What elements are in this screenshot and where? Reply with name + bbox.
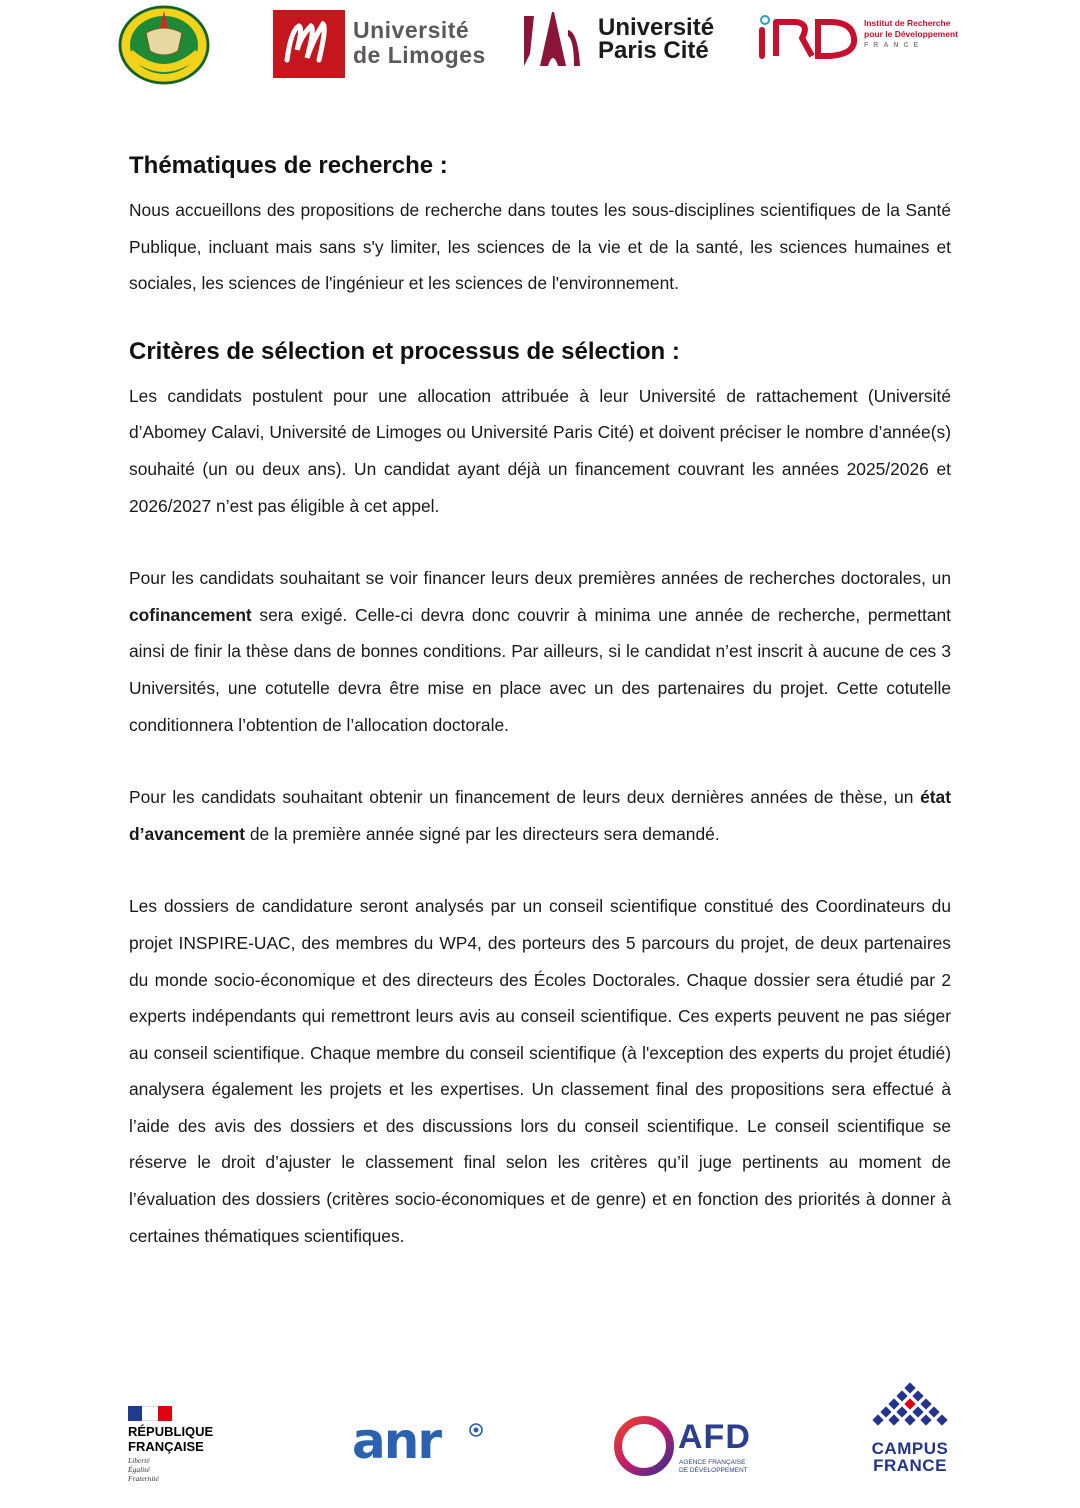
- motto-fraternite: Fraternité: [128, 1474, 159, 1483]
- rf-name: [128, 1424, 213, 1454]
- afd-subtitle: [679, 1459, 748, 1475]
- header-logos: [0, 0, 1080, 100]
- campus-france-logo: [862, 1380, 958, 1490]
- universite-paris-cite-logo: [520, 10, 730, 70]
- paris-line1: Université: [598, 14, 715, 41]
- anr-logo: [352, 1412, 492, 1480]
- universite-limoges-logo: [273, 10, 493, 78]
- afd-sub2: DE DÉVELOPPEMENT: [679, 1467, 748, 1474]
- p3-text-after: de la première année signé par les directeurs sera demandé.: [245, 823, 720, 844]
- uac-emblem-icon: [116, 3, 212, 85]
- spacer: [129, 524, 951, 560]
- ird-letters-icon: [756, 12, 860, 64]
- uac-logo: [116, 3, 212, 85]
- ird-name: [864, 18, 958, 51]
- afd-sub1: AGENCE FRANÇAISE: [679, 1459, 746, 1466]
- limoges-name: [353, 18, 486, 68]
- campus-line2: FRANCE: [873, 1456, 947, 1475]
- criteria-heading: Critères de sélection et processus de sélection :: [129, 337, 680, 365]
- ird-line2: pour le Développement: [864, 29, 958, 39]
- afd-logo: [612, 1414, 772, 1484]
- campus-france-diamond-icon: [862, 1380, 958, 1438]
- rf-line2: FRANÇAISE: [128, 1439, 204, 1454]
- spacer: [129, 852, 951, 888]
- document-body: [129, 140, 951, 1254]
- etat-avancement-bold: état d’avancement: [129, 787, 951, 844]
- afd-text: AFD: [678, 1418, 751, 1456]
- criteria-paragraph-3: [129, 779, 951, 852]
- afd-ring-icon: [612, 1414, 676, 1478]
- footer-logos: [0, 1380, 1080, 1500]
- research-heading: Thématiques de recherche :: [129, 152, 448, 179]
- spacer: [129, 743, 951, 779]
- paris-line2: Paris Cité: [598, 37, 709, 64]
- campus-france-name: [866, 1440, 954, 1474]
- criteria-paragraph-2: [129, 560, 951, 743]
- research-paragraph: Nous accueillons des propositions de recherche dans toutes les sous-disciplines scientifiques de la Santé Publique, incluant mais sans s'y limiter, les sciences de la vie et de la santé, les sciences humaines et sociales, les sciences de l'ingénieur et les sciences de l'environnement.: [129, 200, 951, 294]
- republique-francaise-logo: [128, 1406, 238, 1490]
- motto-liberte: Liberté: [128, 1456, 150, 1465]
- paris-cite-eiffel-icon: [520, 10, 584, 68]
- criteria-paragraph-1: Les candidats postulent pour une allocation attribuée à leur Université de rattachement (Université d’Abomey Calavi, Université de Limoges ou Université Paris Cité) et doivent préciser le nombre d’année(s) souhaité (un ou deux ans). Un candidat ayant déjà un financement couvrant les années 2025/2026 et 2026/2027 n’est pas éligible à cet appel.: [129, 385, 951, 516]
- anr-registered-icon: [468, 1422, 484, 1438]
- p2-text-after: sera exigé. Celle-ci devra donc couvrir à minima une année de recherche, permettant ainsi de finir la thèse dans de bonnes conditions. Par ailleurs, si le candidat n’est inscrit à aucune de ces 3 Universités, une cotutelle devra être mise en place avec un des partenaires du projet. Cette cotutelle conditionnera l’obtention de l’allocation doctorale.: [129, 604, 951, 735]
- limoges-line2: de Limoges: [353, 42, 486, 68]
- rf-line1: RÉPUBLIQUE: [128, 1424, 214, 1439]
- criteria-paragraph-4: Les dossiers de candidature seront analysés par un conseil scientifique constitué des Coordinateurs du projet INSPIRE-UAC, des membres du WP4, des porteurs des 5 parcours du projet, de deux partenaires du monde socio-économique et des directeurs des Écoles Doctorales. Chaque dossier sera étudié par 2 experts indépendants qui remettront leurs avis au conseil scientifique. Ces experts peuvent ne pas siéger au conseil scientifique. Chaque membre du conseil scientifique (à l'exception des experts du projet étudié) analysera également les projets et les expertises. Un classement final des propositions sera effectué à l’aide des avis des dossiers et des discussions lors du conseil scientifique. Le conseil scientifique se réserve le droit d’ajuster le classement final selon les critères qu’il juge pertinents au moment de l’évaluation des dossiers (critères socio-économiques et de genre) et en fonction des priorités à donner à certaines thématiques scientifiques.: [129, 896, 951, 1246]
- p2-text-before: Pour les candidats souhaitant se voir financer leurs deux premières années de recherches doctorales, un: [129, 568, 951, 589]
- campus-line1: CAMPUS: [871, 1439, 949, 1458]
- ird-line3: FRANCE: [864, 42, 924, 49]
- anr-text: anr: [352, 1412, 440, 1470]
- ird-logo: [756, 12, 976, 64]
- limoges-ul-icon: [273, 10, 345, 78]
- french-flag-icon: [128, 1406, 172, 1421]
- limoges-line1: Université: [353, 17, 470, 43]
- cofinancement-bold: cofinancement: [129, 604, 252, 625]
- paris-cite-name: [598, 16, 714, 62]
- p3-text-before: Pour les candidats souhaitant obtenir un financement de leurs deux dernières années de thèse, un: [129, 787, 921, 808]
- motto-egalite: Égalité: [128, 1465, 150, 1474]
- spacer: [129, 302, 951, 326]
- rf-motto: [128, 1456, 159, 1483]
- ird-line1: Institut de Recherche: [864, 18, 951, 28]
